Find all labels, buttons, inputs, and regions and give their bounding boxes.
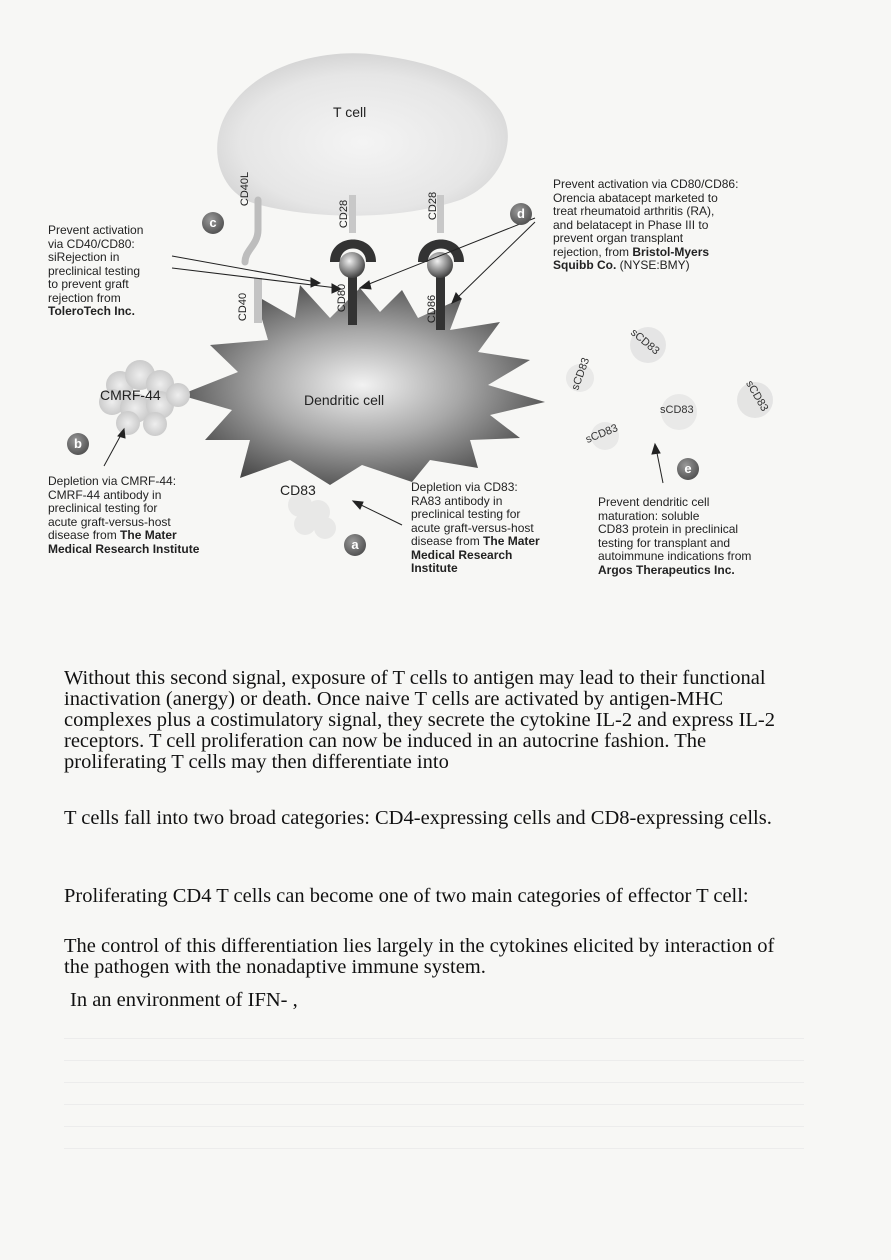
- badge-e: e: [677, 458, 699, 480]
- annotation-ticker: (NYSE:BMY): [616, 258, 690, 272]
- cd80-ball: [339, 252, 365, 278]
- annotation-line: and belatacept in Phase III to: [553, 217, 709, 232]
- annotation-line: CD83 protein in preclinical: [598, 522, 739, 536]
- annotation-line: preclinical testing for: [411, 507, 521, 521]
- annotation-b: [48, 475, 199, 556]
- annotation-line: [553, 246, 738, 260]
- annotation-line: Depletion via CMRF-44:: [48, 474, 177, 488]
- annotation-company: Argos Therapeutics Inc.: [598, 562, 735, 577]
- cd83-label: CD83: [280, 482, 316, 498]
- annotation-d: [553, 178, 738, 273]
- annotation-c: [48, 224, 143, 319]
- cd80-stalk: [348, 270, 357, 325]
- dendritic-cell-shape: [180, 285, 545, 485]
- annotation-line: Depletion via CD83:: [411, 480, 518, 494]
- paragraph-1: Without this second signal, exposure of T cells to antigen may lead to their functional inactivation (anergy) or death. Once naive T cells are activated by antigen-MHC complexes plus a costimulatory signal, they secrete the cytokine IL-2 and express IL-2 receptors. T cell proliferation can now be induced in an autocrine fashion. The proliferating T cells may then differentiate into: [64, 667, 776, 773]
- annotation-line: [48, 529, 199, 543]
- cd40-receptor: [254, 278, 262, 323]
- t-cell-label: T cell: [333, 104, 367, 120]
- scd83-label: sCD83: [660, 404, 694, 416]
- cd40l-label: CD40L: [239, 171, 251, 207]
- annotation-company: Institute: [411, 561, 458, 575]
- annotation-line: testing for transplant and: [598, 535, 731, 550]
- dendritic-cell-label: Dendritic cell: [304, 392, 385, 408]
- scd83-label: sCD83: [743, 378, 771, 414]
- annotation-text: disease from: [48, 528, 121, 542]
- annotation-line: acute graft-versus-host: [48, 514, 171, 529]
- annotation-line: Prevent activation via CD80/CD86:: [553, 177, 739, 191]
- annotation-company: Medical Research Institute: [48, 541, 200, 556]
- annotation-line: RA83 antibody in: [411, 493, 503, 508]
- cd40l-receptor: [245, 200, 258, 262]
- annotation-company: Bristol-Myers: [632, 244, 710, 259]
- annotation-line: siRejection in: [48, 250, 120, 264]
- paragraph-2: T cells fall into two broad categories: CD4-expressing cells and CD8-expressing cells.: [64, 807, 772, 829]
- annotation-text: disease from: [411, 534, 484, 548]
- annotation-company: ToleroTech Inc.: [48, 304, 135, 318]
- annotation-line: Prevent activation: [48, 223, 144, 237]
- cd86-label: CD86: [426, 294, 438, 324]
- annotation-company: Squibb Co.: [553, 258, 617, 272]
- annotation-line: [411, 535, 540, 549]
- annotation-line: prevent organ transplant: [553, 231, 684, 245]
- badge-a: a: [344, 534, 366, 556]
- annotation-line: acute graft-versus-host: [411, 520, 534, 535]
- annotation-line: Orencia abatacept marketed to: [553, 190, 718, 205]
- annotation-a: [411, 481, 540, 576]
- t-cell-shape: [217, 53, 508, 215]
- annotation-line: CMRF-44 antibody in: [48, 487, 162, 502]
- annotation-line: [553, 259, 738, 273]
- annotation-line: Prevent dendritic cell: [598, 495, 710, 509]
- annotation-line: to prevent graft: [48, 277, 129, 291]
- badge-c: c: [202, 212, 224, 234]
- bleed-through-decoration: [64, 1020, 804, 1180]
- annotation-e: [598, 496, 751, 577]
- paragraph-5: In an environment of IFN- ,: [70, 989, 298, 1011]
- annotation-company: The Mater: [120, 528, 177, 542]
- annotation-line: preclinical testing for: [48, 501, 158, 515]
- annotation-text: rejection, from: [553, 244, 633, 259]
- paragraph-4: The control of this differentiation lies largely in the cytokines elicited by interaction of the pathogen with the nonadaptive immune system.: [64, 935, 775, 978]
- cd28-left-stalk: [349, 195, 356, 233]
- scd83-label: sCD83: [583, 422, 620, 446]
- annotation-line: treat rheumatoid arthritis (RA),: [553, 204, 715, 218]
- annotation-company: Medical Research: [411, 547, 513, 562]
- cd40-label: CD40: [237, 292, 249, 322]
- annotation-line: maturation: soluble: [598, 508, 700, 523]
- badge-b: b: [67, 433, 89, 455]
- annotation-company: The Mater: [483, 534, 540, 548]
- cmrf44-label: CMRF-44: [100, 387, 161, 403]
- scd83-label: sCD83: [569, 356, 593, 392]
- annotation-line: preclinical testing: [48, 263, 141, 278]
- cd83-cluster: [288, 493, 336, 539]
- annotation-line: via CD40/CD80:: [48, 236, 135, 251]
- badge-d: d: [510, 203, 532, 225]
- cd28-right-label: CD28: [427, 191, 439, 221]
- annotation-line: rejection from: [48, 290, 121, 305]
- annotation-line: autoimmune indications from: [598, 549, 752, 563]
- paragraph-3: Proliferating CD4 T cells can become one of two main categories of effector T cell:: [64, 885, 749, 907]
- cd28-left-label: CD28: [338, 199, 350, 229]
- cd80-label: CD80: [336, 283, 348, 313]
- scd83-label: sCD83: [628, 326, 662, 358]
